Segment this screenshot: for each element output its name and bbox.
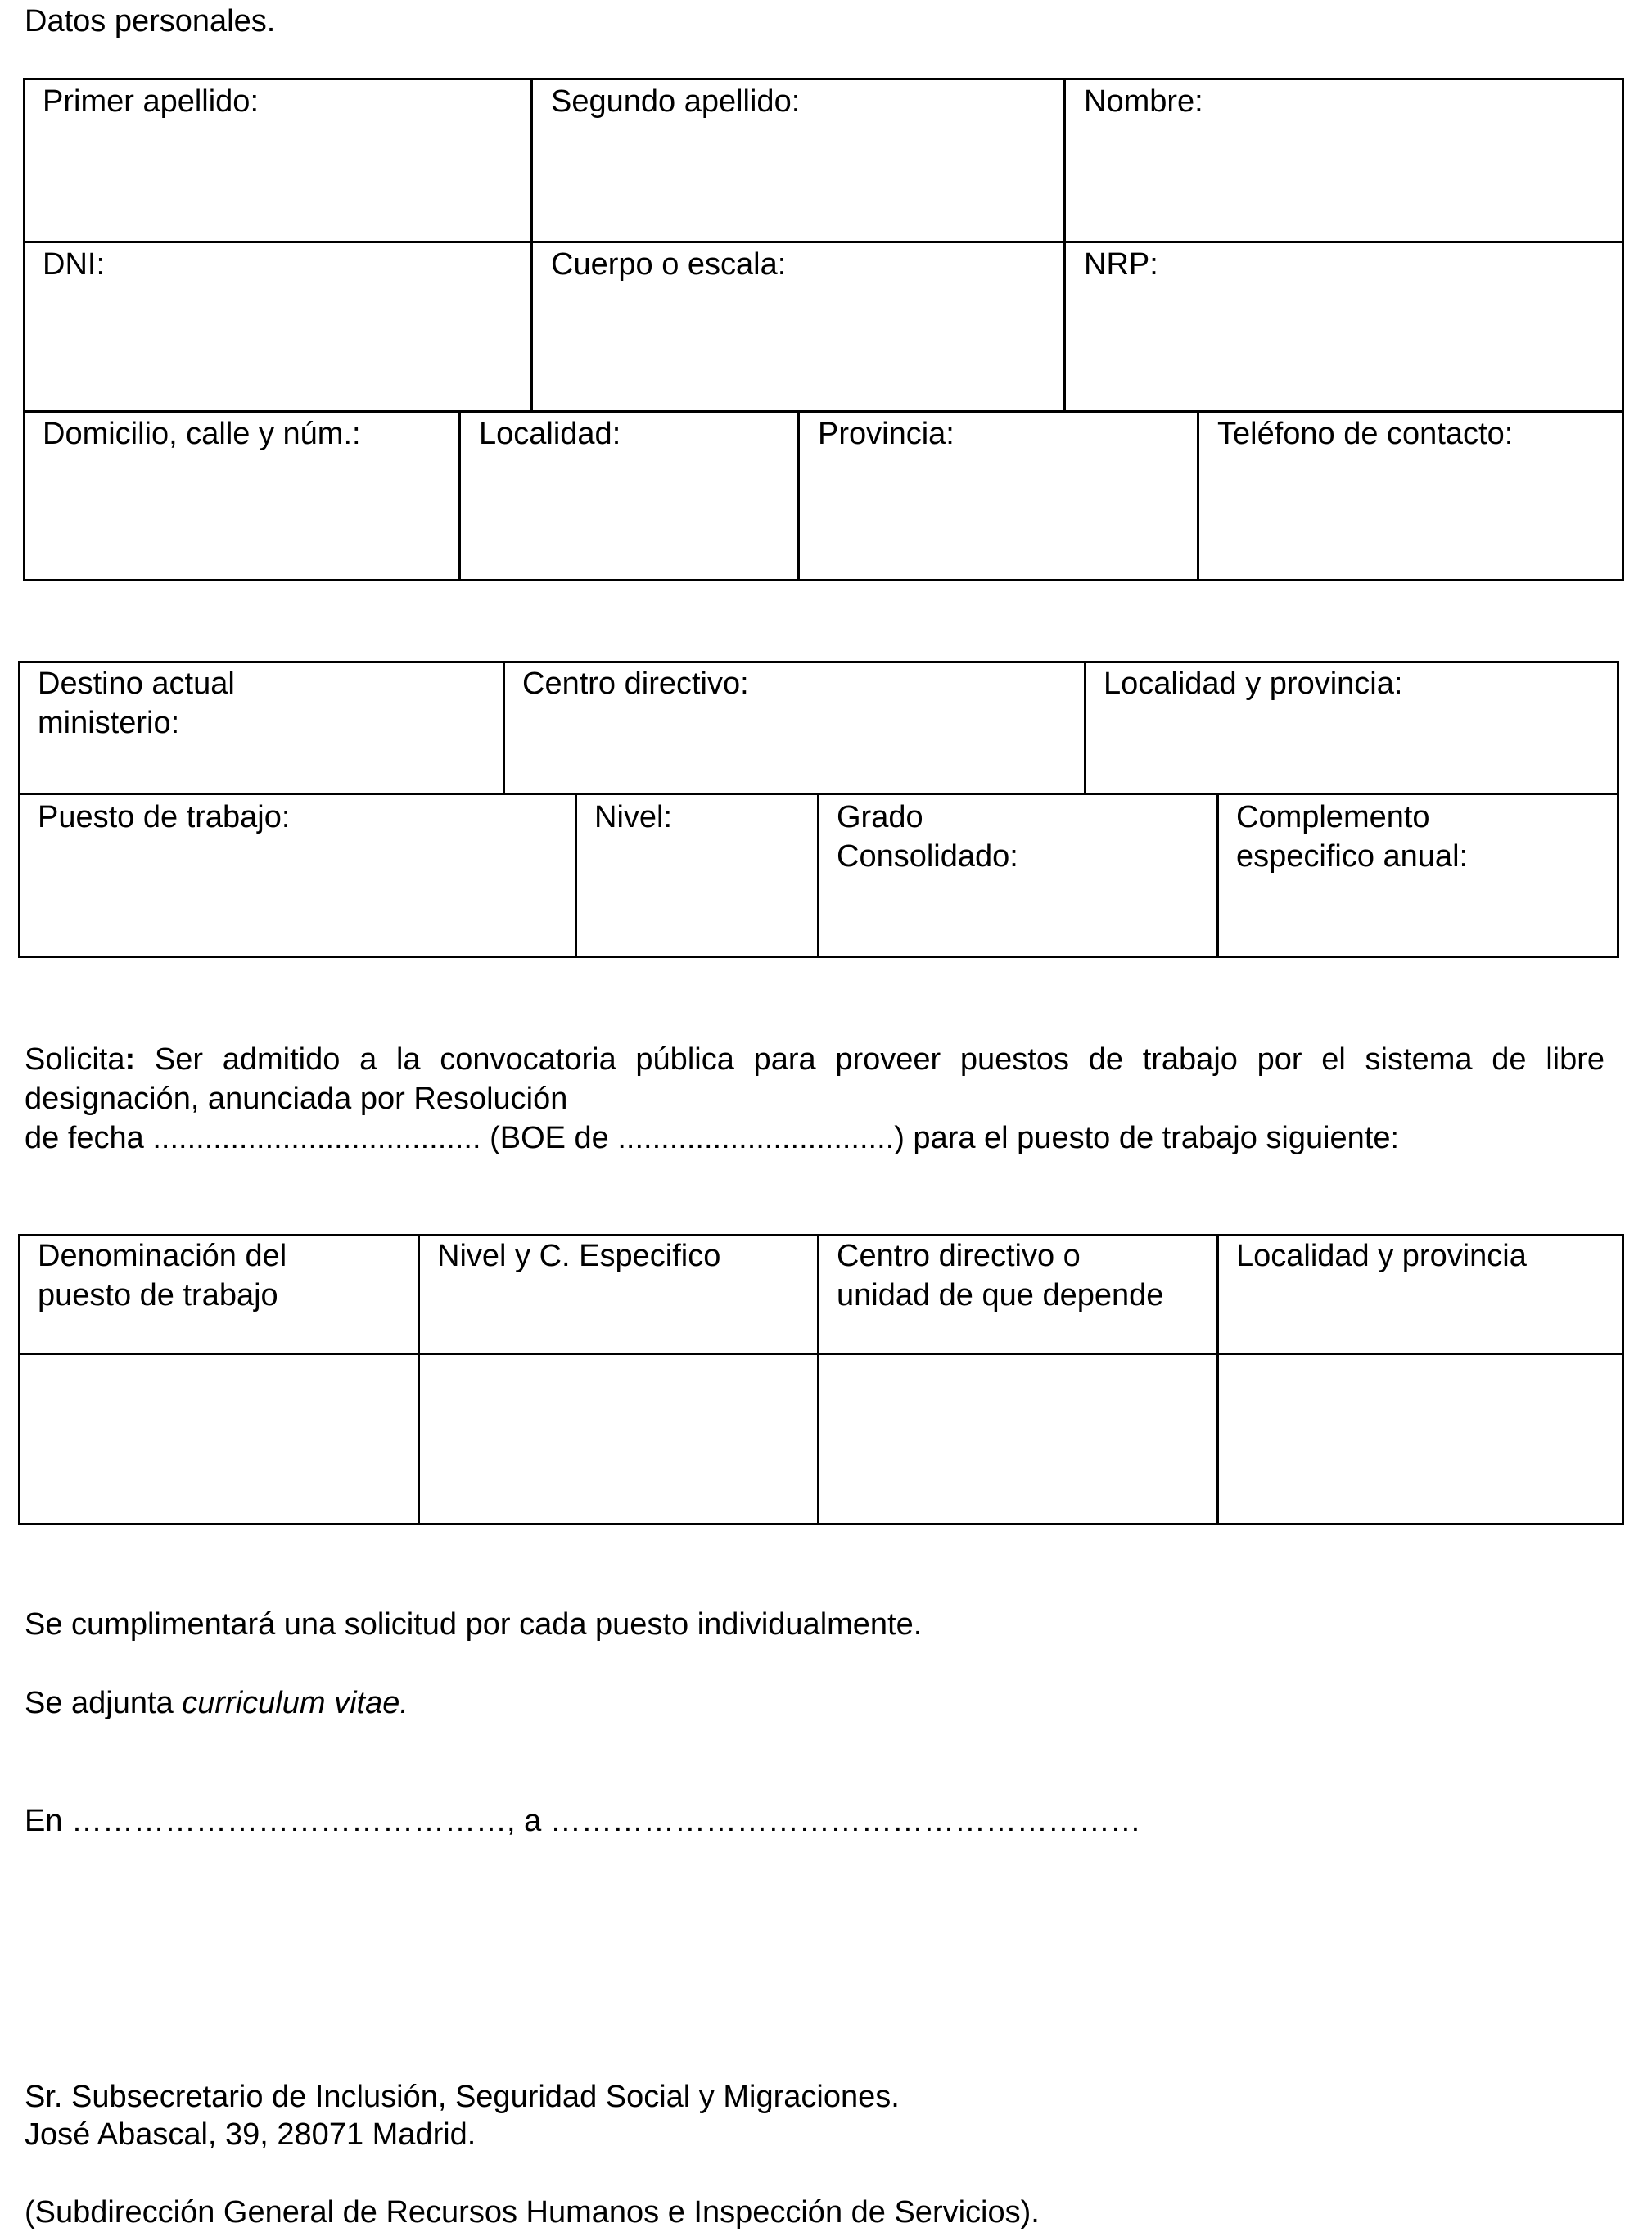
denominacion-input-cell[interactable] bbox=[20, 1355, 418, 1523]
destinatario-direccion: José Abascal, 39, 28071 Madrid. bbox=[25, 2117, 476, 2152]
column-divider bbox=[530, 78, 533, 413]
column-divider bbox=[1216, 793, 1219, 958]
localidad-provincia-input-cell[interactable] bbox=[1219, 1355, 1622, 1523]
dni-field[interactable]: DNI: bbox=[43, 247, 105, 282]
una-solicitud-note: Se cumplimentará una solicitud por cada puesto individualmente. bbox=[25, 1607, 923, 1642]
curriculum-note bbox=[25, 1683, 408, 1723]
localidad-provincia-header: Localidad y provincia bbox=[1236, 1239, 1527, 1273]
column-divider bbox=[797, 410, 800, 581]
column-divider bbox=[503, 661, 505, 795]
personal-table-frame bbox=[23, 78, 1624, 581]
localidad-provincia-field[interactable]: Localidad y provincia: bbox=[1104, 666, 1403, 701]
row-divider bbox=[23, 410, 1624, 413]
cuerpo-escala-field[interactable]: Cuerpo o escala: bbox=[551, 247, 787, 282]
column-divider bbox=[1084, 661, 1086, 795]
domicilio-field[interactable]: Domicilio, calle y núm.: bbox=[43, 417, 361, 451]
nivel-field[interactable]: Nivel: bbox=[594, 800, 673, 834]
telefono-field[interactable]: Teléfono de contacto: bbox=[1217, 417, 1514, 451]
lugar-fecha-line[interactable]: En ……………………………………, a ………………………………………………… bbox=[25, 1804, 1141, 1838]
solicita-paragraph bbox=[25, 1040, 1605, 1118]
complemento-especifico-field[interactable]: Complemento especifico anual: bbox=[1236, 800, 1469, 874]
solicita-text: Ser admitido a la convocatoria pública para proveer puestos de trabajo por el sistema de libre designación, anunciada por Resolución bbox=[25, 1042, 1605, 1116]
row-divider bbox=[23, 241, 1624, 243]
curriculum-vitae-text: curriculum vitae. bbox=[182, 1686, 408, 1720]
column-divider bbox=[458, 410, 461, 581]
destinatario-cargo: Sr. Subsecretario de Inclusión, Seguridad Social y Migraciones. bbox=[25, 2080, 900, 2114]
column-divider bbox=[817, 793, 819, 958]
column-divider bbox=[575, 793, 577, 958]
solicita-fecha-line[interactable]: de fecha ...................................... (BOE de ................................) para el puesto de trabajo siguiente: bbox=[25, 1121, 1400, 1155]
nivel-especifico-header: Nivel y C. Especifico bbox=[437, 1239, 721, 1273]
centro-directivo-header: Centro directivo o unidad de que depende bbox=[837, 1239, 1164, 1313]
section-title: Datos personales. bbox=[25, 4, 276, 38]
grado-consolidado-field[interactable]: Grado Consolidado: bbox=[837, 800, 1018, 874]
denominacion-header: Denominación del puesto de trabajo bbox=[38, 1239, 287, 1313]
provincia-field[interactable]: Provincia: bbox=[818, 417, 955, 451]
centro-directivo-input-cell[interactable] bbox=[819, 1355, 1216, 1523]
nivel-especifico-input-cell[interactable] bbox=[420, 1355, 817, 1523]
primer-apellido-field[interactable]: Primer apellido: bbox=[43, 84, 259, 119]
localidad-field[interactable]: Localidad: bbox=[479, 417, 621, 451]
solicita-colon: : bbox=[124, 1042, 136, 1077]
nrp-field[interactable]: NRP: bbox=[1084, 247, 1158, 282]
column-divider bbox=[1197, 410, 1199, 581]
adjunta-prefix: Se adjunta bbox=[25, 1686, 183, 1720]
segundo-apellido-field[interactable]: Segundo apellido: bbox=[551, 84, 801, 119]
centro-directivo-field[interactable]: Centro directivo: bbox=[522, 666, 749, 701]
puesto-trabajo-field[interactable]: Puesto de trabajo: bbox=[38, 800, 291, 834]
destinatario-subdireccion: (Subdirección General de Recursos Humanos e Inspección de Servicios). bbox=[25, 2195, 1040, 2230]
destino-ministerio-field[interactable]: Destino actual ministerio: bbox=[38, 666, 235, 740]
solicita-label: Solicita bbox=[25, 1042, 125, 1077]
column-divider bbox=[1063, 78, 1066, 413]
nombre-field[interactable]: Nombre: bbox=[1084, 84, 1203, 119]
